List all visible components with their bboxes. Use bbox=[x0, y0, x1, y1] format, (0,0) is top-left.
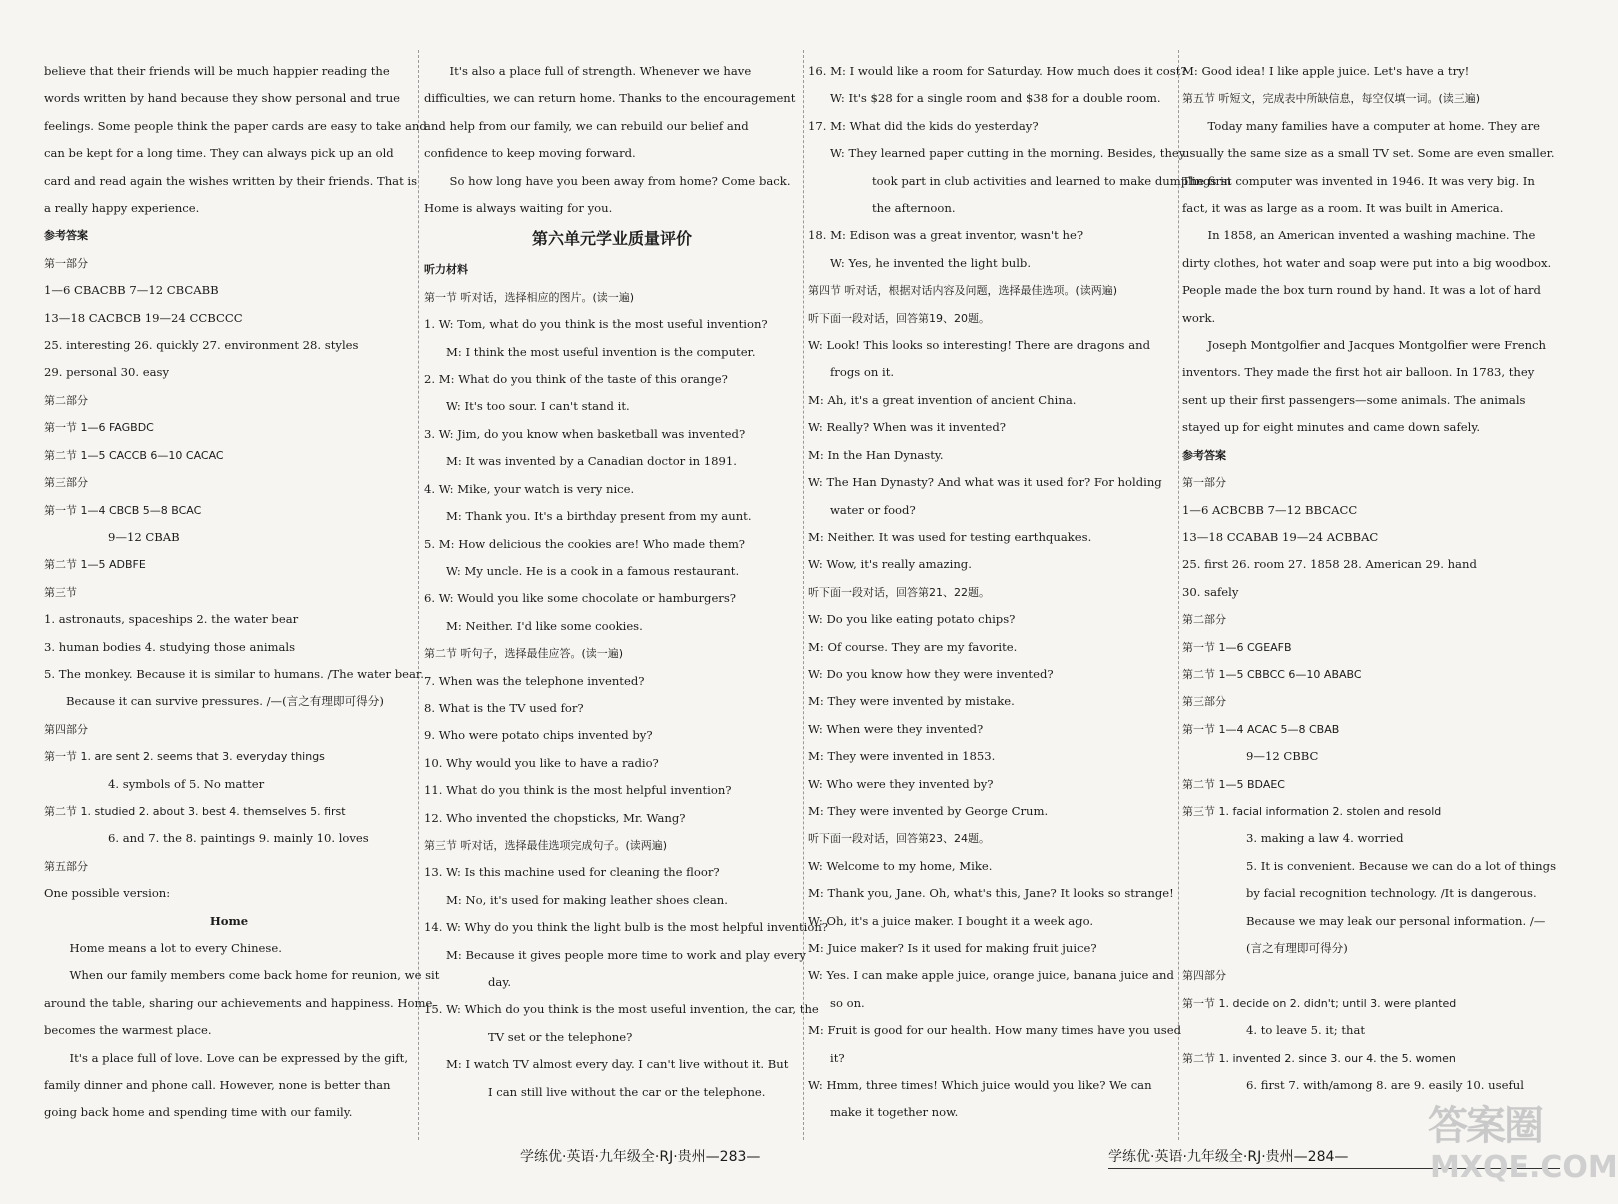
text-line: 2. M: What do you think of the taste of this orange? bbox=[424, 372, 728, 387]
text-line: M: Fruit is good for our health. How many times have you used bbox=[808, 1023, 1182, 1038]
text-line: W: Do you know how they were invented? bbox=[808, 666, 1054, 681]
text-line: day. bbox=[488, 975, 512, 989]
page-footer-right: 学练优·英语·九年级全·RJ·贵州—284— bbox=[1108, 1149, 1349, 1165]
section-heading: 第四部分 bbox=[44, 722, 88, 736]
section-heading: 第一节 1—4 ACAC 5—8 CBAB bbox=[1182, 722, 1340, 736]
text-line: W: When were they invented? bbox=[808, 721, 984, 736]
text-line: W: Welcome to my home, Mike. bbox=[808, 858, 993, 873]
text-line: stayed up for eight minutes and came down safely. bbox=[1182, 420, 1481, 435]
text-line: 5. M: How delicious the cookies are! Who made them? bbox=[424, 536, 746, 551]
text-line: family dinner and phone call. However, none is better than bbox=[44, 1078, 391, 1093]
text-line: W: Hmm, three times! Which juice would you like? We can bbox=[808, 1078, 1152, 1093]
text-line: 13. W: Is this machine used for cleaning the floor? bbox=[424, 865, 720, 880]
text-line: around the table, sharing our achievements and happiness. Home bbox=[44, 995, 433, 1010]
text-line: took part in club activities and learned to make dumplings in bbox=[872, 173, 1232, 188]
page-footer-left: 学练优·英语·九年级全·RJ·贵州—283— bbox=[520, 1149, 761, 1165]
text-line: M: Good idea! I like apple juice. Let's have a try! bbox=[1182, 64, 1470, 78]
text-line: W: Really? When was it invented? bbox=[808, 420, 1006, 435]
text-line: 6. and 7. the 8. paintings 9. mainly 10. loves bbox=[108, 831, 369, 846]
text-line: W: It's too sour. I can't stand it. bbox=[446, 399, 630, 414]
text-line: water or food? bbox=[830, 502, 916, 517]
text-line: People made the box turn round by hand. It was a lot of hard bbox=[1182, 283, 1541, 298]
text-line: W: Oh, it's a juice maker. I bought it a week ago. bbox=[808, 913, 1094, 928]
text-line: fact, it was as large as a room. It was built in America. bbox=[1182, 201, 1504, 216]
text-line: Home bbox=[209, 913, 249, 928]
text-line: (言之有理即可得分) bbox=[1246, 941, 1348, 955]
section-heading: 第三部分 bbox=[44, 476, 88, 490]
text-line: can be kept for a long time. They can always pick up an old bbox=[44, 146, 394, 161]
text-line: 13—18 CACBCB 19—24 CCBCCC bbox=[44, 310, 243, 325]
text-line: TV set or the telephone? bbox=[488, 1029, 633, 1044]
text-line: M: In the Han Dynasty. bbox=[808, 447, 944, 462]
section-heading: 参考答案 bbox=[44, 229, 88, 243]
section-heading: 第三节 1. facial information 2. stolen and resold bbox=[1182, 804, 1442, 818]
text-line: dirty clothes, hot water and soap were put into a big woodbox. bbox=[1182, 255, 1552, 270]
section-heading: 第三节 bbox=[44, 585, 77, 599]
section-heading: 第二节 1—5 CACCB 6—10 CACAC bbox=[44, 448, 224, 462]
text-line: card and read again the wishes written by their friends. That is bbox=[44, 173, 418, 188]
text-line: M: Neither. I'd like some cookies. bbox=[446, 618, 643, 633]
text-line: M: They were invented by mistake. bbox=[808, 694, 1015, 709]
text-line: 1—6 ACBCBB 7—12 BBCACC bbox=[1182, 502, 1358, 517]
text-line: 9. Who were potato chips invented by? bbox=[424, 728, 653, 743]
section-heading: 第一部分 bbox=[44, 256, 88, 270]
text-line: 5. It is convenient. Because we can do a lot of things bbox=[1246, 858, 1557, 873]
section-heading: 第三节 听对话，选择最佳选项完成句子。(读两遍) bbox=[424, 838, 668, 852]
text-line: 3. making a law 4. worried bbox=[1246, 831, 1404, 846]
text-line: 17. M: What did the kids do yesterday? bbox=[808, 118, 1039, 133]
section-heading: 第一节 1—6 CGEAFB bbox=[1182, 640, 1292, 654]
section-heading: 第二节 听句子，选择最佳应答。(读一遍) bbox=[424, 647, 624, 661]
text-line: So how long have you been away from home? Come back. bbox=[449, 173, 791, 188]
text-line: 9—12 CBBC bbox=[1246, 749, 1319, 764]
text-line: M: I think the most useful invention is the computer. bbox=[446, 344, 756, 359]
text-line: 25. interesting 26. quickly 27. environment 28. styles bbox=[44, 338, 359, 353]
text-line: confidence to keep moving forward. bbox=[424, 146, 636, 161]
text-line: W: Look! This looks so interesting! There are dragons and bbox=[808, 338, 1150, 353]
text-line: M: They were invented by George Crum. bbox=[808, 803, 1049, 818]
text-line: the afternoon. bbox=[872, 201, 956, 216]
text-line: Home is always waiting for you. bbox=[424, 201, 613, 216]
text-line: 14. W: Why do you think the light bulb is the most helpful invention? bbox=[424, 920, 829, 935]
text-line: 18. M: Edison was a great inventor, wasn't he? bbox=[808, 228, 1084, 243]
text-line: In 1858, an American invented a washing machine. The bbox=[1207, 228, 1536, 243]
text-line: I can still live without the car or the telephone. bbox=[488, 1084, 766, 1099]
text-line: 4. to leave 5. it; that bbox=[1246, 1023, 1366, 1038]
text-line: 4. W: Mike, your watch is very nice. bbox=[424, 481, 635, 496]
text-line: 8. What is the TV used for? bbox=[424, 700, 584, 715]
column-1 bbox=[44, 58, 440, 1138]
column-2 bbox=[424, 58, 829, 1138]
text-line: Because it can survive pressures. /—(言之有理即可得分) bbox=[66, 694, 384, 709]
section-heading: 第二部分 bbox=[1182, 613, 1226, 627]
text-line: feelings. Some people think the paper cards are easy to take and bbox=[44, 118, 427, 133]
text-line: 11. What do you think is the most helpful invention? bbox=[424, 783, 732, 798]
text-line: a really happy experience. bbox=[44, 201, 200, 216]
text-line: 25. first 26. room 27. 1858 28. American 29. hand bbox=[1182, 557, 1477, 572]
watermark-url: MXQE.COM bbox=[1430, 1150, 1618, 1185]
text-line: W: Yes. I can make apple juice, orange juice, banana juice and bbox=[808, 968, 1174, 983]
section-heading: 第二节 1—5 BDAEC bbox=[1182, 777, 1285, 791]
section-heading: 第二节 1. studied 2. about 3. best 4. themselves 5. first bbox=[44, 804, 346, 818]
section-heading: 第五节 听短文，完成表中所缺信息，每空仅填一词。(读三遍) bbox=[1182, 92, 1481, 106]
text-line: M: I watch TV almost every day. I can't live without it. But bbox=[446, 1057, 789, 1072]
text-line: It's a place full of love. Love can be expressed by the gift, bbox=[69, 1050, 409, 1065]
text-line: Because we may leak our personal information. /— bbox=[1246, 913, 1546, 928]
text-line: One possible version: bbox=[44, 886, 171, 901]
text-line: 4. symbols of 5. No matter bbox=[108, 776, 265, 791]
text-line: Joseph Montgolfier and Jacques Montgolfier were French bbox=[1207, 338, 1547, 353]
text-line: 9—12 CBAB bbox=[108, 529, 180, 544]
text-line: 13—18 CCABAB 19—24 ACBBAC bbox=[1182, 529, 1379, 544]
text-line: 3. human bodies 4. studying those animals bbox=[44, 639, 296, 654]
text-line: W: Do you like eating potato chips? bbox=[808, 612, 1016, 627]
text-line: 1. W: Tom, what do you think is the most useful invention? bbox=[424, 317, 768, 332]
text-line: 29. personal 30. easy bbox=[44, 365, 170, 380]
text-line: M: They were invented in 1853. bbox=[808, 749, 996, 764]
text-line: it? bbox=[830, 1050, 845, 1065]
text-line: When our family members come back home for reunion, we sit bbox=[69, 968, 440, 983]
text-line: becomes the warmest place. bbox=[44, 1023, 212, 1038]
section-title: 第六单元学业质量评价 bbox=[531, 229, 692, 249]
text-line: M: Thank you, Jane. Oh, what's this, Jane? It looks so strange! bbox=[808, 886, 1174, 901]
text-line: M: No, it's used for making leather shoes clean. bbox=[446, 892, 728, 907]
text-line: 30. safely bbox=[1182, 584, 1239, 599]
text-line: W: The Han Dynasty? And what was it used for? For holding bbox=[808, 475, 1162, 490]
text-line: W: It's $28 for a single room and $38 for a double room. bbox=[830, 91, 1161, 106]
text-line: 15. W: Which do you think is the most useful invention, the car, the bbox=[424, 1002, 819, 1017]
text-line: so on. bbox=[830, 995, 865, 1010]
section-heading: 听下面一段对话，回答第23、24题。 bbox=[808, 832, 990, 846]
column-4 bbox=[1182, 58, 1557, 1138]
text-line: difficulties, we can return home. Thanks to the encouragement bbox=[424, 91, 796, 106]
text-line: usually the same size as a small TV set. Some are even smaller. bbox=[1182, 146, 1555, 161]
text-line: W: Yes, he invented the light bulb. bbox=[830, 255, 1032, 270]
text-line: 16. M: I would like a room for Saturday. How much does it cost? bbox=[808, 64, 1187, 78]
section-heading: 第一节 1. decide on 2. didn't; until 3. were planted bbox=[1182, 996, 1457, 1010]
section-heading: 第二节 1—5 CBBCC 6—10 ABABC bbox=[1182, 667, 1362, 681]
section-heading: 第一部分 bbox=[1182, 476, 1226, 490]
text-line: W: Who were they invented by? bbox=[808, 776, 994, 791]
text-line: 7. When was the telephone invented? bbox=[424, 673, 645, 688]
text-line: 3. W: Jim, do you know when basketball was invented? bbox=[424, 426, 746, 441]
text-line: 6. W: Would you like some chocolate or hamburgers? bbox=[424, 591, 737, 606]
section-heading: 第二节 1. invented 2. since 3. our 4. the 5. women bbox=[1182, 1051, 1456, 1065]
text-line: The first computer was invented in 1946. It was very big. In bbox=[1182, 173, 1535, 188]
text-line: 1. astronauts, spaceships 2. the water bear bbox=[44, 612, 299, 627]
text-line: M: Thank you. It's a birthday present from my aunt. bbox=[446, 509, 752, 524]
text-line: M: Because it gives people more time to work and play every bbox=[446, 947, 806, 962]
text-line: W: They learned paper cutting in the morning. Besides, they bbox=[830, 146, 1186, 161]
section-heading: 第三部分 bbox=[1182, 695, 1226, 709]
text-line: 12. Who invented the chopsticks, Mr. Wang? bbox=[424, 810, 686, 825]
section-heading: 第一节 1—4 CBCB 5—8 BCAC bbox=[44, 503, 202, 517]
text-line: frogs on it. bbox=[830, 365, 895, 380]
text-line: words written by hand because they show personal and true bbox=[44, 91, 401, 106]
text-line: believe that their friends will be much happier reading the bbox=[44, 64, 390, 78]
section-heading: 第二节 1—5 ADBFE bbox=[44, 558, 146, 572]
section-heading: 第五部分 bbox=[44, 859, 88, 873]
text-line: sent up their first passengers—some animals. The animals bbox=[1182, 392, 1526, 407]
section-heading: 第四节 听对话，根据对话内容及问题，选择最佳选项。(读两遍) bbox=[808, 284, 1118, 298]
text-line: make it together now. bbox=[830, 1105, 959, 1120]
text-line: M: It was invented by a Canadian doctor in 1891. bbox=[446, 454, 737, 469]
text-line: and help from our family, we can rebuild our belief and bbox=[424, 118, 749, 133]
text-line: M: Ah, it's a great invention of ancient China. bbox=[808, 392, 1077, 407]
section-heading: 第二部分 bbox=[44, 393, 88, 407]
section-heading: 第一节 1—6 FAGBDC bbox=[44, 421, 154, 435]
text-line: Home means a lot to every Chinese. bbox=[69, 941, 282, 955]
text-line: M: Of course. They are my favorite. bbox=[808, 639, 1018, 654]
text-line: 1—6 CBACBB 7—12 CBCABB bbox=[44, 283, 219, 298]
section-heading: 第四部分 bbox=[1182, 969, 1226, 983]
section-heading: 听力材料 bbox=[424, 263, 468, 277]
text-line: M: Neither. It was used for testing earthquakes. bbox=[808, 529, 1092, 544]
text-line: 6. first 7. with/among 8. are 9. easily 10. useful bbox=[1246, 1078, 1524, 1093]
section-heading: 第一节 1. are sent 2. seems that 3. everyday things bbox=[44, 750, 325, 764]
text-line: by facial recognition technology. /It is dangerous. bbox=[1246, 886, 1537, 901]
text-line: M: Juice maker? Is it used for making fruit juice? bbox=[808, 941, 1097, 955]
text-line: 10. Why would you like to have a radio? bbox=[424, 755, 659, 770]
section-heading: 听下面一段对话，回答第21、22题。 bbox=[808, 585, 990, 599]
section-heading: 第一节 听对话，选择相应的图片。(读一遍) bbox=[424, 290, 635, 304]
text-line: 5. The monkey. Because it is similar to humans. /The water bear. bbox=[44, 666, 424, 681]
watermark-logo: 答案圈 bbox=[1428, 1103, 1542, 1149]
text-line: going back home and spending time with our family. bbox=[44, 1105, 353, 1120]
text-line: W: My uncle. He is a cook in a famous restaurant. bbox=[446, 563, 740, 578]
text-line: It's also a place full of strength. Whenever we have bbox=[449, 64, 752, 78]
text-line: work. bbox=[1182, 310, 1216, 325]
section-heading: 参考答案 bbox=[1182, 448, 1226, 462]
text-line: W: Wow, it's really amazing. bbox=[808, 557, 972, 572]
text-line: inventors. They made the first hot air balloon. In 1783, they bbox=[1182, 365, 1535, 380]
section-heading: 听下面一段对话，回答第19、20题。 bbox=[808, 311, 990, 325]
text-line: Today many families have a computer at home. They are bbox=[1207, 118, 1541, 133]
